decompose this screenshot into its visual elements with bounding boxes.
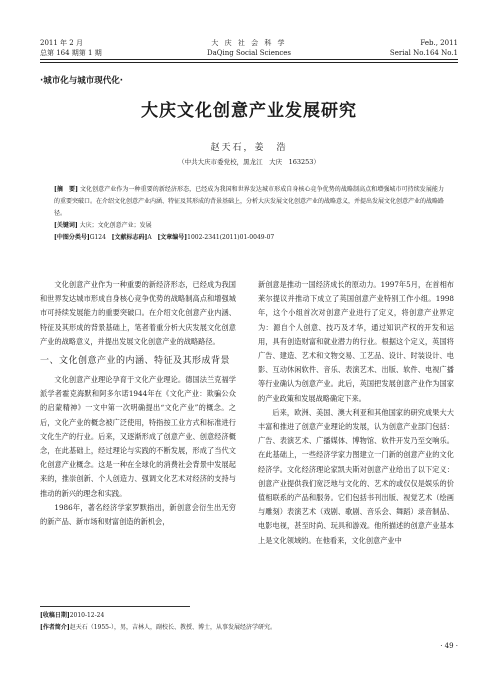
classification-line bbox=[54, 232, 444, 244]
running-header bbox=[40, 38, 458, 72]
header-rule-thick bbox=[40, 59, 458, 60]
body-paragraph: 文化创意产业理论孕育于文化产业理论。德国法兰克福学派学者霍克海默和阿多尔诺1944年在《文化产业：欺骗公众的启蒙精神》一文中第一次明确提出“文化产业”的概念。之后，文化产业的概念被广泛使用，特指按工业方式和标准进行文化生产的行业。后来，又逐渐形成了创意产业、创意经济概念，在此基础上，经过理论与实践的不断发展，形成了当代文化创意产业概念。这是一种在全球化的消费社会背景中发展起来的，推崇创新、个人创造力、强调文化艺术对经济的支持与推动的新兴的理念和实践。 bbox=[40, 375, 236, 498]
page-number: · 49 · bbox=[440, 642, 458, 650]
header-date: 2011 年 2 月 bbox=[40, 39, 83, 47]
body-column-right bbox=[258, 278, 454, 548]
article-authors: 赵天石，姜 浩 bbox=[210, 143, 288, 153]
header-right bbox=[390, 38, 458, 58]
received-label: [收稿日期] bbox=[40, 612, 70, 619]
footnote-rule bbox=[40, 606, 190, 607]
abstract-text: 文化创意产业作为一种重要的新经济形态，已经成为我国和世界发达城市形成自身核心竞争优势的战略制高点和增强城市可持续发展能力的重要突破口。在介绍文化创意产业内涵、特征及其形成的背景基础上，分析大庆发展文化创意产业的战略意义，并提出发展文化创意产业的战略路径。 bbox=[54, 186, 445, 217]
section-tag: ·城市化与城市现代化· bbox=[40, 76, 123, 86]
header-rule-thin bbox=[40, 62, 458, 63]
article-id-value: 1002-2341(2011)01-0049-07 bbox=[187, 234, 275, 241]
body-paragraph: 后来，欧洲、美国、澳大利亚和其他国家的研究成果大大丰富和推进了创意产业理论的发展，认为创意产业部门包括：广告、表演艺术、广播媒体、博物馆、软件开发乃至交响乐。在此基础上，一些经济学家力图建立一门新的创意产业的文化经济学。文化经济理论家凯夫斯对创意产业给出了以下定义：创意产业提供我们宽泛地与文化的、艺术的或仅仅是娱乐的价值相联系的产品和服务。它们包括书刊出版、视觉艺术（绘画与雕刻）表演艺术（戏剧、歌剧、音乐会、舞蹈）录音制品、电影电视，甚至时尚、玩具和游戏。他所描述的创意产业基本上是文化领域的。在他看来，文化创意产业中 bbox=[258, 407, 454, 545]
keywords-label: [关键词] bbox=[54, 222, 78, 229]
doc-code-label: [文献标志码] bbox=[111, 234, 148, 241]
body-paragraph: 1986年，著名经济学家罗默指出，新创意会衍生出无穷的新产品、新市场和财富创造的新机会， bbox=[40, 502, 236, 527]
keywords-text: 大庆；文化创意产业；发展 bbox=[79, 222, 152, 229]
author-bio: 赵天石（1955-），男，吉林人，副校长、教授、博士，从事发展经济学研究。 bbox=[69, 624, 276, 631]
doc-code-value: A bbox=[147, 234, 152, 241]
author-bio-line bbox=[40, 622, 458, 634]
body-column-left bbox=[40, 278, 236, 529]
clc-label: [中图分类号] bbox=[54, 234, 90, 241]
footnote-block bbox=[40, 610, 458, 634]
article-title: 大庆文化创意产业发展研究 bbox=[141, 101, 357, 121]
abstract-block bbox=[54, 184, 444, 244]
received-date-line bbox=[40, 610, 458, 622]
journal-name-cn: 大 庆 社 会 科 学 bbox=[211, 39, 287, 47]
keywords-line bbox=[54, 220, 444, 232]
body-paragraph-continued: 新创意是推动一国经济成长的原动力。1997年5月，在首相布莱尔提议并推动下成立了英国创意产业特别工作小组。1998年，这个小组首次对创意产业进行了定义，将创意产业界定为：源自个人创意、技巧及才华，通过知识产权的开发和运用，具有创造财富和就业潜力的行业。根据这个定义，英国将广告、建造、艺术和文物交易、工艺品、设计、时装设计、电影、互动休闲软件、音乐、表演艺术、出版、软件、电视广播等行业确认为创意产业。此后，英国把发展创意产业作为国家的产业政策和发展战略确定下来。 bbox=[258, 280, 454, 403]
abstract-paragraph bbox=[54, 184, 444, 220]
abstract-label: [摘 要] bbox=[54, 186, 78, 193]
journal-name-en: DaQing Social Sciences bbox=[206, 49, 292, 57]
header-date-en: Feb., 2011 bbox=[420, 39, 458, 47]
section-heading: 一、文化创意产业的内涵、特征及其形成背景 bbox=[40, 356, 231, 367]
header-issue: 总第 164 期第 1 期 bbox=[40, 49, 102, 57]
author-bio-label: [作者简介] bbox=[40, 624, 70, 631]
body-paragraph: 文化创意产业作为一种重要的新经济形态，已经成为我国和世界发达城市形成自身核心竞争优势的战略制高点和增强城市可持续发展能力的重要突破口。在介绍文化创意产业内涵、特征及其形成的背景基础上，笔者着重分析大庆发展文化创意产业的战略意义，并提出发展文化创意产业的战略路径。 bbox=[40, 280, 236, 346]
header-serial-en: Serial No.164 No.1 bbox=[389, 49, 458, 57]
clc-value: G124 bbox=[89, 234, 106, 241]
author-affiliation: （中共大庆市委党校，黑龙江 大庆 163253） bbox=[178, 158, 320, 166]
article-id-label: [文章编号] bbox=[157, 234, 188, 241]
received-date: 2010-12-24 bbox=[69, 612, 105, 619]
